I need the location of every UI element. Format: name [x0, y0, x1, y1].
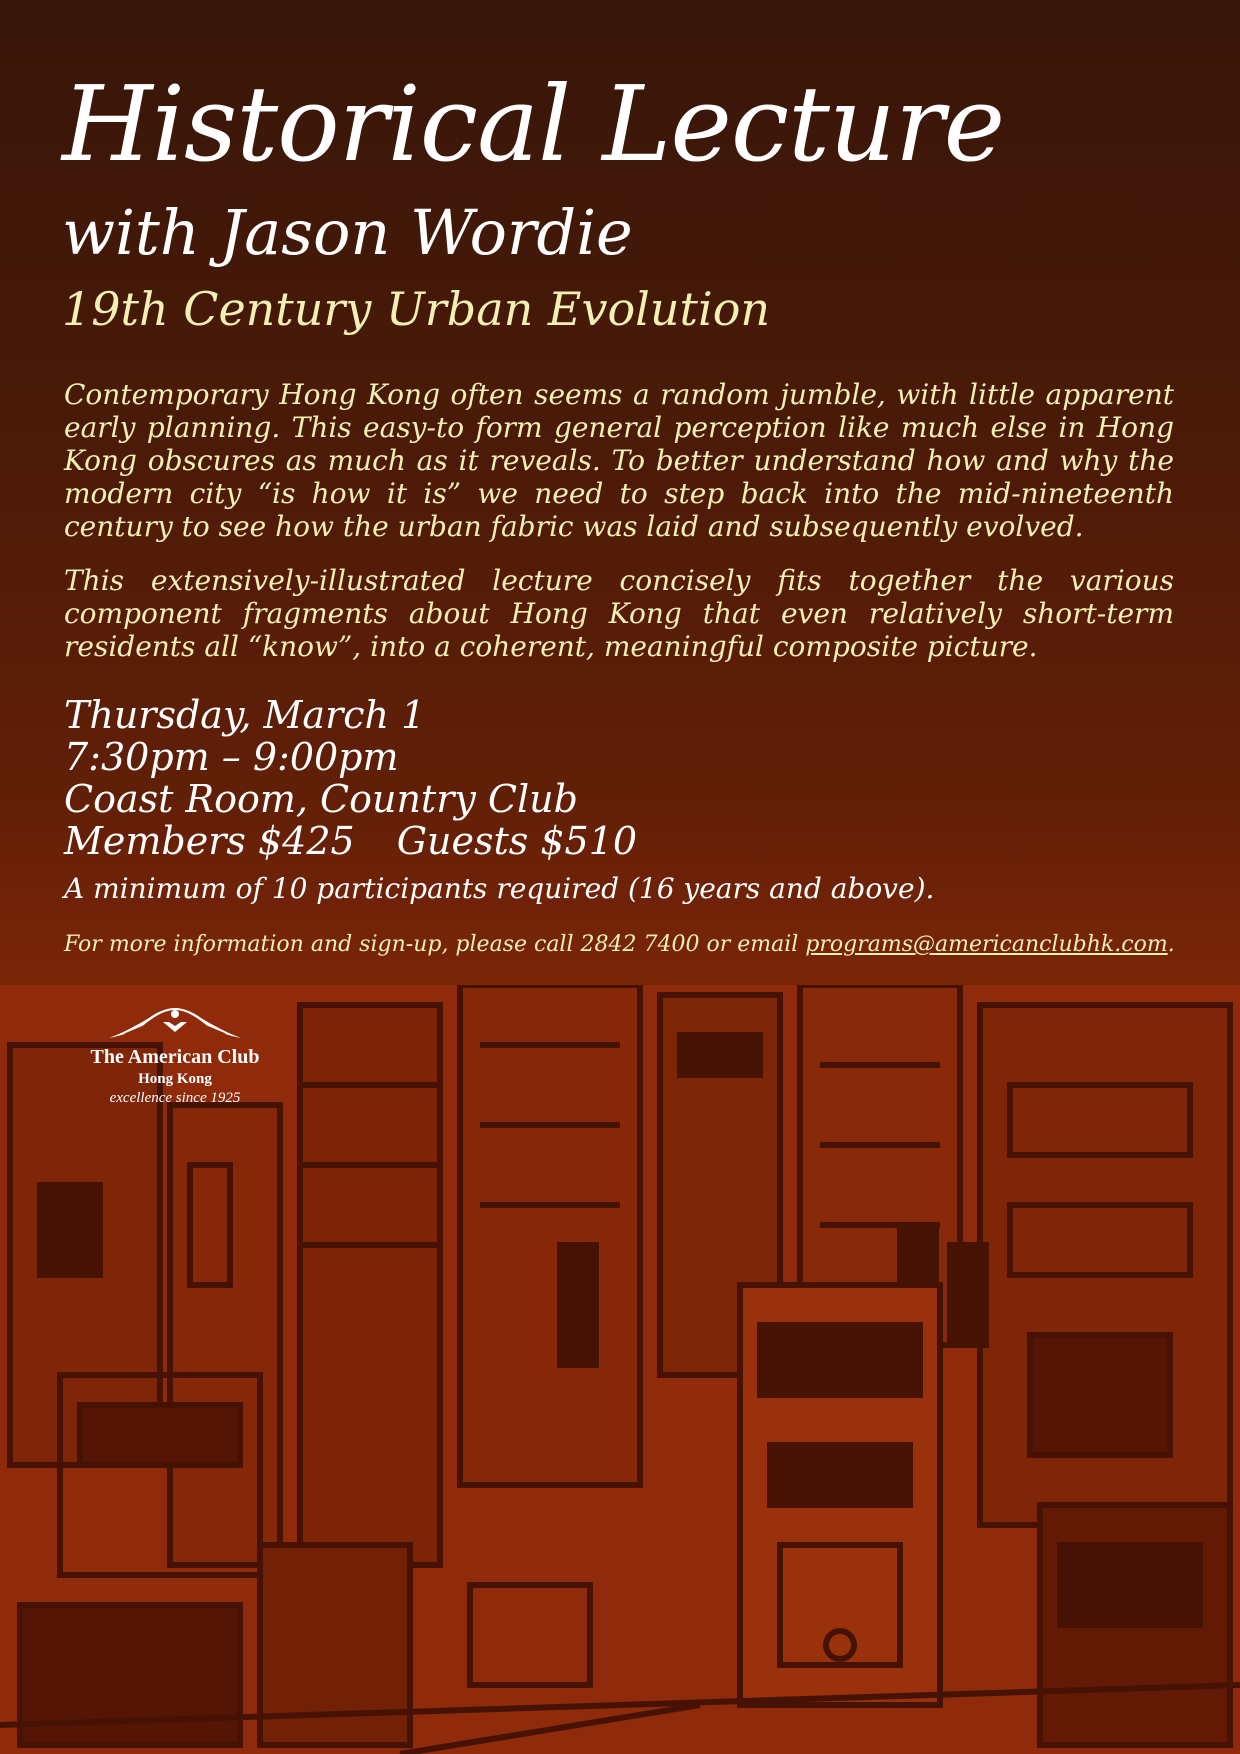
speaker-subtitle: with Jason Wordie [62, 196, 633, 269]
page-title: Historical Lecture [62, 63, 1005, 185]
email-link[interactable]: programs@americanclubhk.com [805, 932, 1168, 957]
participant-minimum: A minimum of 10 participants required (16 years and above). [64, 872, 935, 905]
logo-name: The American Club [90, 1046, 260, 1068]
guests-price: Guests $510 [396, 819, 638, 863]
event-details [64, 694, 637, 862]
members-price: Members $425 [64, 819, 355, 863]
description-paragraph-2: This extensively-illustrated lecture concisely fits together the various component fragments about Hong Kong that even relatively short-term residents all “know”, into a coherent, meaningful composite picture. [64, 564, 1174, 663]
event-venue: Coast Room, Country Club [64, 777, 578, 821]
event-time: 7:30pm – 9:00pm [64, 735, 399, 779]
event-date: Thursday, March 1 [64, 693, 426, 737]
description-paragraph-1: Contemporary Hong Kong often seems a random jumble, with little apparent early planning. This easy-to form general perception like much else in Hong Kong obscures as much as it reveals. To better understand how and why the modern city “is how it is” we need to step back into the mid-nineteenth century to see how the urban fabric was laid and subsequently evolved. [64, 378, 1174, 543]
logo-city: Hong Kong [138, 1071, 212, 1087]
eagle-icon [105, 1002, 245, 1042]
contact-text: For more information and sign-up, please call 2842 7400 or email [64, 932, 806, 957]
contact-suffix: . [1167, 932, 1175, 957]
contact-info [64, 932, 1175, 957]
lecture-topic: 19th Century Urban Evolution [62, 282, 771, 336]
logo-tagline: excellence since 1925 [109, 1090, 241, 1106]
event-prices [64, 820, 637, 862]
american-club-logo [60, 1002, 290, 1107]
